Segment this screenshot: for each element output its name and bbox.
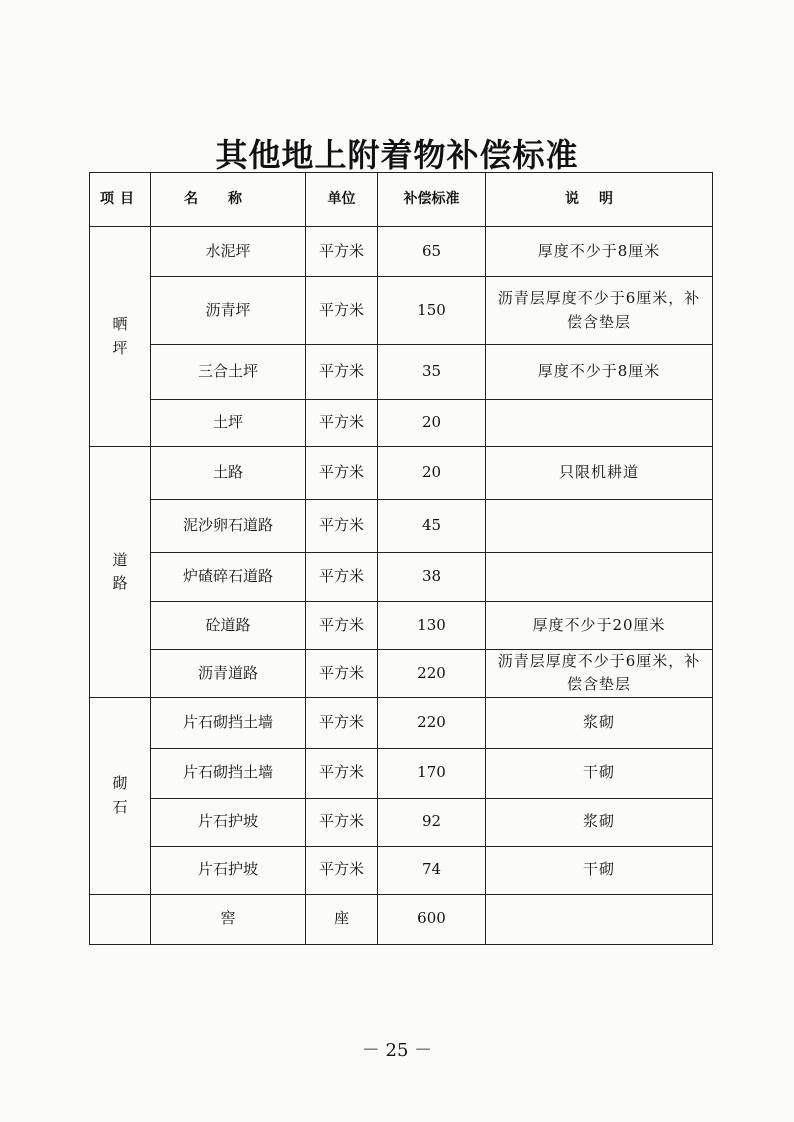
table-row [90,798,713,846]
table-row [90,447,713,500]
header-standard: 补偿标准 [378,173,486,227]
table-row [90,602,713,650]
table-row [90,400,713,447]
category-masonry [90,697,151,894]
cell-name: 泥沙卵石道路 [151,500,306,553]
cell-standard: 92 [378,798,486,846]
cell-unit: 平方米 [306,798,378,846]
category-road [90,447,151,698]
cell-unit: 平方米 [306,748,378,798]
cell-standard: 170 [378,748,486,798]
table-row [90,500,713,553]
cell-note [486,500,713,553]
page-title: 其他地上附着物补偿标准 [215,136,579,174]
table-row [90,697,713,748]
header-note: 说明 [486,173,713,227]
cell-unit: 平方米 [306,400,378,447]
table-row [90,894,713,944]
table-row [90,650,713,698]
cell-note: 干砌 [486,846,713,894]
cell-standard: 74 [378,846,486,894]
table-header-row [90,173,713,227]
cell-standard: 38 [378,553,486,602]
cell-standard: 35 [378,345,486,400]
cell-note [486,894,713,944]
table-row [90,748,713,798]
cell-unit: 平方米 [306,277,378,345]
category-label-line: 晒 [112,315,128,334]
cell-standard: 220 [378,650,486,698]
header-unit: 单位 [306,173,378,227]
cell-name: 片石护坡 [151,798,306,846]
cell-name: 沥青道路 [151,650,306,698]
table-row [90,227,713,277]
cell-unit: 座 [306,894,378,944]
cell-note: 沥青层厚度不少于6厘米，补偿含垫层 [486,277,713,345]
cell-name: 片石砌挡土墙 [151,697,306,748]
cell-unit: 平方米 [306,602,378,650]
cell-note: 沥青层厚度不少于6厘米，补偿含垫层 [486,650,713,698]
cell-name: 砼道路 [151,602,306,650]
cell-note: 厚度不少于8厘米 [486,227,713,277]
header-name: 名称 [151,173,306,227]
cell-unit: 平方米 [306,500,378,553]
category-label-line: 路 [112,573,128,592]
cell-note: 浆砌 [486,697,713,748]
cell-unit: 平方米 [306,227,378,277]
cell-unit: 平方米 [306,345,378,400]
cell-note: 浆砌 [486,798,713,846]
cell-standard: 45 [378,500,486,553]
cell-note: 厚度不少于8厘米 [486,345,713,400]
cell-standard: 20 [378,447,486,500]
cell-unit: 平方米 [306,846,378,894]
cell-name: 水泥坪 [151,227,306,277]
compensation-table [89,172,713,945]
cell-standard: 65 [378,227,486,277]
cell-name: 窖 [151,894,306,944]
table-row [90,846,713,894]
cell-standard: 150 [378,277,486,345]
table-row [90,277,713,345]
table-row [90,553,713,602]
cell-note: 只限机耕道 [486,447,713,500]
cell-name: 炉碴碎石道路 [151,553,306,602]
cell-unit: 平方米 [306,697,378,748]
category-label-line: 道 [112,550,128,569]
category-label-line: 坪 [112,338,128,357]
cell-note [486,400,713,447]
cell-standard: 600 [378,894,486,944]
table-row [90,345,713,400]
category-drying-floor [90,227,151,447]
header-category: 项目 [90,173,151,227]
category-label-line: 石 [112,797,128,816]
cell-name: 土坪 [151,400,306,447]
cell-name: 沥青坪 [151,277,306,345]
cell-unit: 平方米 [306,447,378,500]
cell-standard: 220 [378,697,486,748]
cell-name: 片石护坡 [151,846,306,894]
cell-note [486,553,713,602]
cell-category-empty [90,894,151,944]
category-label-line: 砌 [112,774,128,793]
cell-note: 厚度不少于20厘米 [486,602,713,650]
cell-name: 片石砌挡土墙 [151,748,306,798]
cell-unit: 平方米 [306,650,378,698]
cell-note: 干砌 [486,748,713,798]
cell-name: 土路 [151,447,306,500]
cell-name: 三合土坪 [151,345,306,400]
cell-standard: 130 [378,602,486,650]
cell-unit: 平方米 [306,553,378,602]
cell-standard: 20 [378,400,486,447]
page-number: － 25 － [361,1040,433,1061]
